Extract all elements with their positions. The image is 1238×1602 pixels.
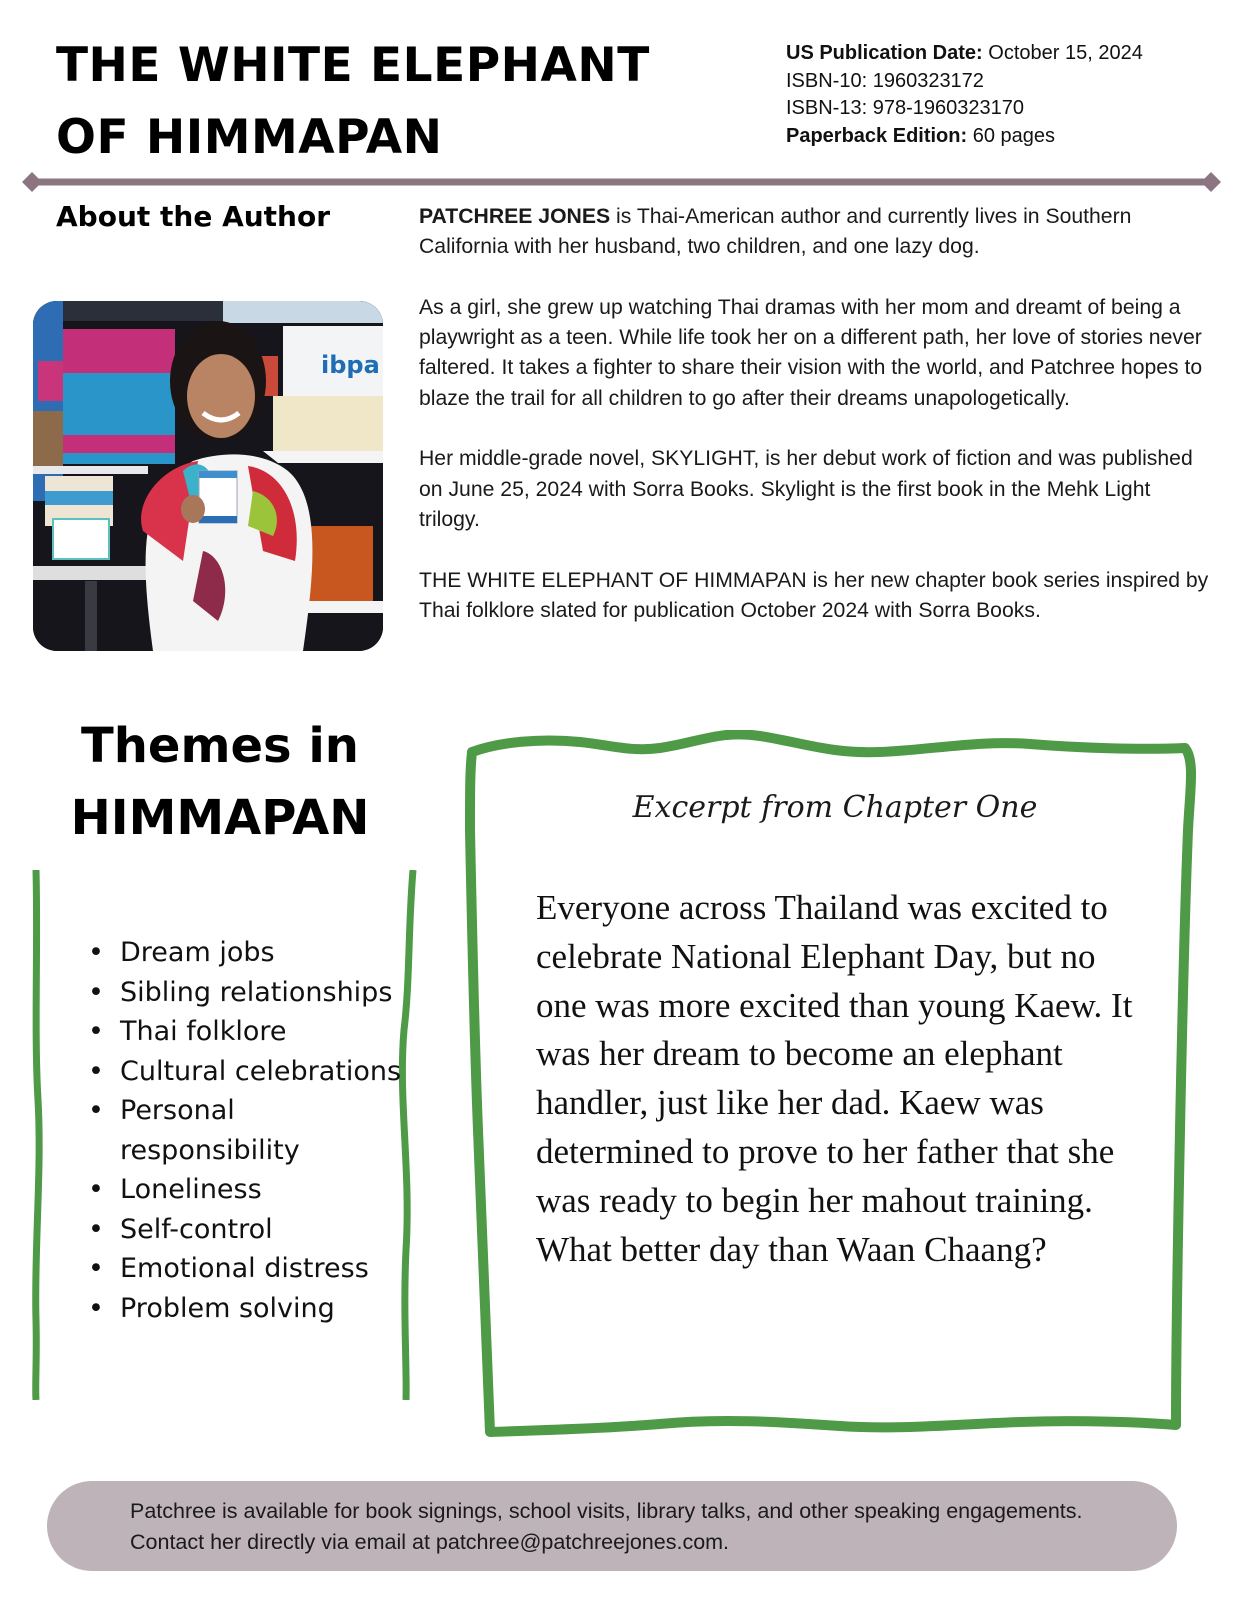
isbn-13: ISBN-13: 978-1960323170 <box>786 97 1024 119</box>
themes-heading-line-1: Themes in <box>81 718 359 774</box>
bullet-icon: • <box>88 976 104 1008</box>
themes-heading-line-2: HIMMAPAN <box>70 790 370 846</box>
theme-item-text: Loneliness <box>120 1174 262 1205</box>
themes-frame-left-line <box>36 870 39 1400</box>
theme-item <box>88 973 418 1013</box>
edition-label: Paperback Edition: <box>786 124 968 147</box>
bullet-icon: • <box>88 1174 104 1205</box>
book-title-line-2: OF HIMMAPAN <box>56 110 443 165</box>
book-title <box>56 30 736 174</box>
theme-item <box>88 1052 418 1092</box>
themes-list <box>88 933 418 1328</box>
theme-item-text: Problem solving <box>120 1292 335 1324</box>
bullet-icon: • <box>88 937 104 968</box>
author-photo <box>33 301 383 651</box>
theme-item <box>88 933 418 973</box>
edition-value: 60 pages <box>967 124 1056 147</box>
author-name: PATCHREE JONES <box>419 205 611 228</box>
bullet-icon: • <box>88 1213 104 1245</box>
excerpt-title: Excerpt from Chapter One <box>632 790 1038 825</box>
author-photo-illustration <box>33 301 383 651</box>
bio-paragraph-2: As a girl, she grew up watching Thai dramas with her mom and dreamt of being a playwright as a teen. While life took her on a different path, her love of stories never faltered. It takes a fighter to share their vision with the world, and Patchree hopes to blaze the trail for all children to go after their dreams unapologetically. <box>419 295 1203 410</box>
theme-item-text: Thai folklore <box>120 1016 287 1047</box>
bullet-icon: • <box>88 1253 104 1284</box>
publication-date-value: October 15, 2024 <box>982 42 1143 64</box>
svg-text:ibpa: ibpa <box>321 351 380 379</box>
theme-item-text: Dream jobs <box>120 937 275 968</box>
bio-paragraph-3: Her middle-grade novel, SKYLIGHT, is her debut work of fiction and was published on June 25, 2024 with Sorra Books. Skylight is the first book in the Mehk Light trilogy. <box>419 447 1193 531</box>
theme-item-text: Self-control <box>120 1213 273 1245</box>
theme-item <box>88 1091 418 1170</box>
diamond-left-icon <box>22 172 42 192</box>
book-title-line-1: THE WHITE ELEPHANT <box>56 38 650 93</box>
book-info <box>786 40 1226 150</box>
theme-item <box>88 1289 418 1329</box>
publication-date <box>786 40 1226 68</box>
publication-date-label: US Publication Date: <box>786 42 983 64</box>
theme-item <box>88 1012 418 1052</box>
bio-paragraph-1 <box>419 202 1209 263</box>
bullet-icon: • <box>88 1016 104 1047</box>
excerpt-body: Everyone across Thailand was excited to celebrate National Elephant Day, but no one was more excited than young Kaew. It was her dream to become an elephant handler, just like her dad. Kaew was determined to prove to her father that she was ready to begin her mahout training. What better day than Waan Chaang? <box>536 888 1133 1269</box>
bio-paragraph-1-text: is Thai-American author and currently lives in Southern California with her husband, two children, and one lazy dog. <box>419 205 1132 259</box>
header-divider <box>22 172 1222 192</box>
themes-heading <box>40 710 400 854</box>
theme-item-text: Sibling relationships <box>120 976 393 1008</box>
bullet-icon: • <box>88 1292 104 1324</box>
bullet-icon: • <box>88 1055 104 1087</box>
theme-item-text: Emotional distress <box>120 1253 369 1284</box>
isbn-10: ISBN-10: 1960323172 <box>786 69 984 92</box>
name-badge <box>199 471 237 523</box>
theme-item-text: Cultural celebrations <box>120 1055 402 1087</box>
author-bio <box>419 202 1209 656</box>
bullet-icon: • <box>88 1095 104 1126</box>
bio-paragraph-4: THE WHITE ELEPHANT OF HIMMAPAN is her new chapter book series inspired by Thai folklore slated for publication October 2024 with Sorra Books. <box>419 568 1209 622</box>
diamond-right-icon <box>1201 172 1221 192</box>
theme-item-text: Personal responsibility <box>120 1095 300 1166</box>
divider-line <box>32 179 1212 186</box>
contact-text: Patchree is available for book signings, school visits, library talks, and other speaking engagements. Contact her directly via email at patchree@patchreejones.com. <box>130 1499 1083 1554</box>
theme-item <box>88 1249 418 1289</box>
edition-info <box>786 123 1226 151</box>
about-author-heading: About the Author <box>56 200 331 233</box>
theme-item <box>88 1170 418 1210</box>
theme-item <box>88 1210 418 1250</box>
